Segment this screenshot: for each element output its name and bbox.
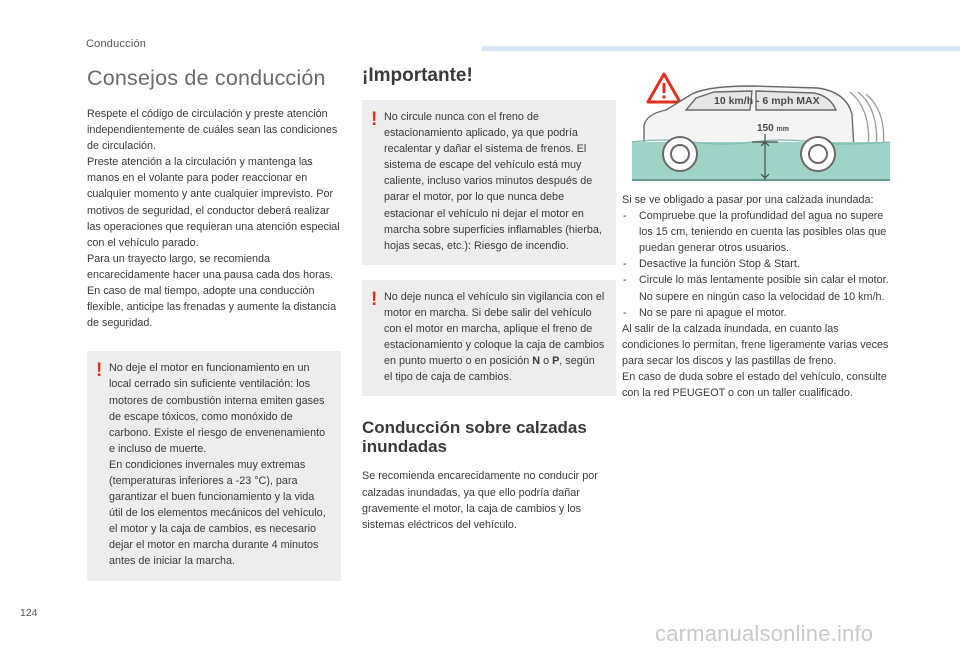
flooded-roads-text: Se recomienda encarecidamente no conducir por calzadas inundadas, ya que ello podría dañar gravemente el motor, la caja de cambios y los sistemas eléctricos del vehículo. xyxy=(362,470,598,531)
section-header: Conducción xyxy=(86,38,147,50)
warning-text: No deje el motor en funcionamiento en un local cerrado sin suficiente ventilación: los motores de combustión interna emiten gases de escape tóxicos, como monóxido de carbono. Existe el riesgo de envenenamiento e incluso de muerte. xyxy=(109,362,326,455)
max-speed-label: 10 km/h - 6 mph MAX xyxy=(714,95,820,107)
after-flood-text: En caso de duda sobre el estado del vehículo, consulte con la red PEUGEOT o con un taller cualificado. xyxy=(622,371,887,400)
page-title: Consejos de conducción xyxy=(87,66,326,90)
important-heading: ¡Importante! xyxy=(362,65,473,86)
list-item: - No se pare ni apague el motor. xyxy=(622,305,892,321)
list-item: - Desactive la función Stop & Start. xyxy=(622,256,892,272)
watermark: carmanualsonline.info xyxy=(655,621,874,646)
warning-exclamation-icon: ! xyxy=(371,109,378,130)
list-item: - Circule lo más lentamente posible sin calar el motor. No supere en ningún caso la velocidad de 10 km/h. xyxy=(622,272,892,304)
warning-text: No deje nunca el vehículo sin vigilancia con el motor en marcha. Si debe salir del vehículo con el motor en marcha, aplique el freno de estacionamiento y coloque la caja de cambios en punto muerto o en posición N o P, según el tipo de caja de cambios. xyxy=(384,290,605,384)
warning-exclamation-icon: ! xyxy=(371,288,378,310)
flooded-road-illustration xyxy=(622,70,892,182)
column-driving-tips xyxy=(87,64,341,581)
column-flooded-roads xyxy=(622,70,892,401)
intro-paragraph: Preste atención a la circulación y mantenga las manos en el volante para poder reaccionar en cualquier momento y ante cualquier imprevisto. Por motivos de seguridad, el conductor deberá realizar las operaciones que requieran una atención especial con el vehículo parado. xyxy=(87,156,340,249)
warning-box-parking-brake xyxy=(362,100,616,265)
flooded-roads-heading: Conducción sobre calzadas inundadas xyxy=(362,418,587,457)
intro-text xyxy=(87,106,341,331)
intro-paragraph: Respete el código de circulación y preste atención independientemente de cuáles sean las condiciones de circulación. xyxy=(87,108,338,153)
warning-box-engine-ventilation xyxy=(87,351,341,580)
after-flood-text: Al salir de la calzada inundada, en cuanto las condiciones lo permitan, frene ligeramente varias veces para secar los discos y las pastillas de freno. xyxy=(622,322,889,367)
warning-text: No circule nunca con el freno de estacionamiento aplicado, ya que podría recalentar y dañar el sistema de frenos. El sistema de escape del vehículo está muy caliente, incluso varios minutos después de parar el motor, por lo que nunca debe estacionar el vehículo ni dejar el motor en marcha sobre superficies inflamables (hierba, hojas secas, etc.): Riesgo de incendio. xyxy=(384,111,602,252)
intro-paragraph: Para un trayecto largo, se recomienda encarecidamente hacer una pausa cada dos horas. xyxy=(87,252,334,281)
warning-exclamation-icon: ! xyxy=(96,360,103,382)
warning-text: En condiciones invernales muy extremas (temperaturas inferiores a -23 °C), para garantizar el buen funcionamiento y la vida útil de los elementos mecánicos del vehículo, el motor y la caja de cambios, es necesario dejar el motor en marcha durante 4 minutos antes de iniciar la marcha. xyxy=(109,458,326,568)
warning-box-unattended-vehicle xyxy=(362,280,616,397)
flooded-lead-text: Si se ve obligado a pasar por una calzada inundada: xyxy=(622,194,874,206)
header-bar xyxy=(482,46,960,51)
flooded-steps-list xyxy=(622,208,892,321)
column-important xyxy=(362,64,616,533)
intro-paragraph: En caso de mal tiempo, adopte una conducción flexible, anticipe las frenadas y aumente la distancia de seguridad. xyxy=(87,285,337,330)
water-depth-label: 150 mm xyxy=(757,123,789,134)
page-number: 124 xyxy=(20,607,38,619)
warning-triangle-icon xyxy=(648,74,680,102)
list-item: - Compruebe que la profundidad del agua no supere los 15 cm, teniendo en cuenta las posibles olas que puedan generar otros usuarios. xyxy=(622,208,892,256)
motion-lines-icon xyxy=(850,92,884,150)
